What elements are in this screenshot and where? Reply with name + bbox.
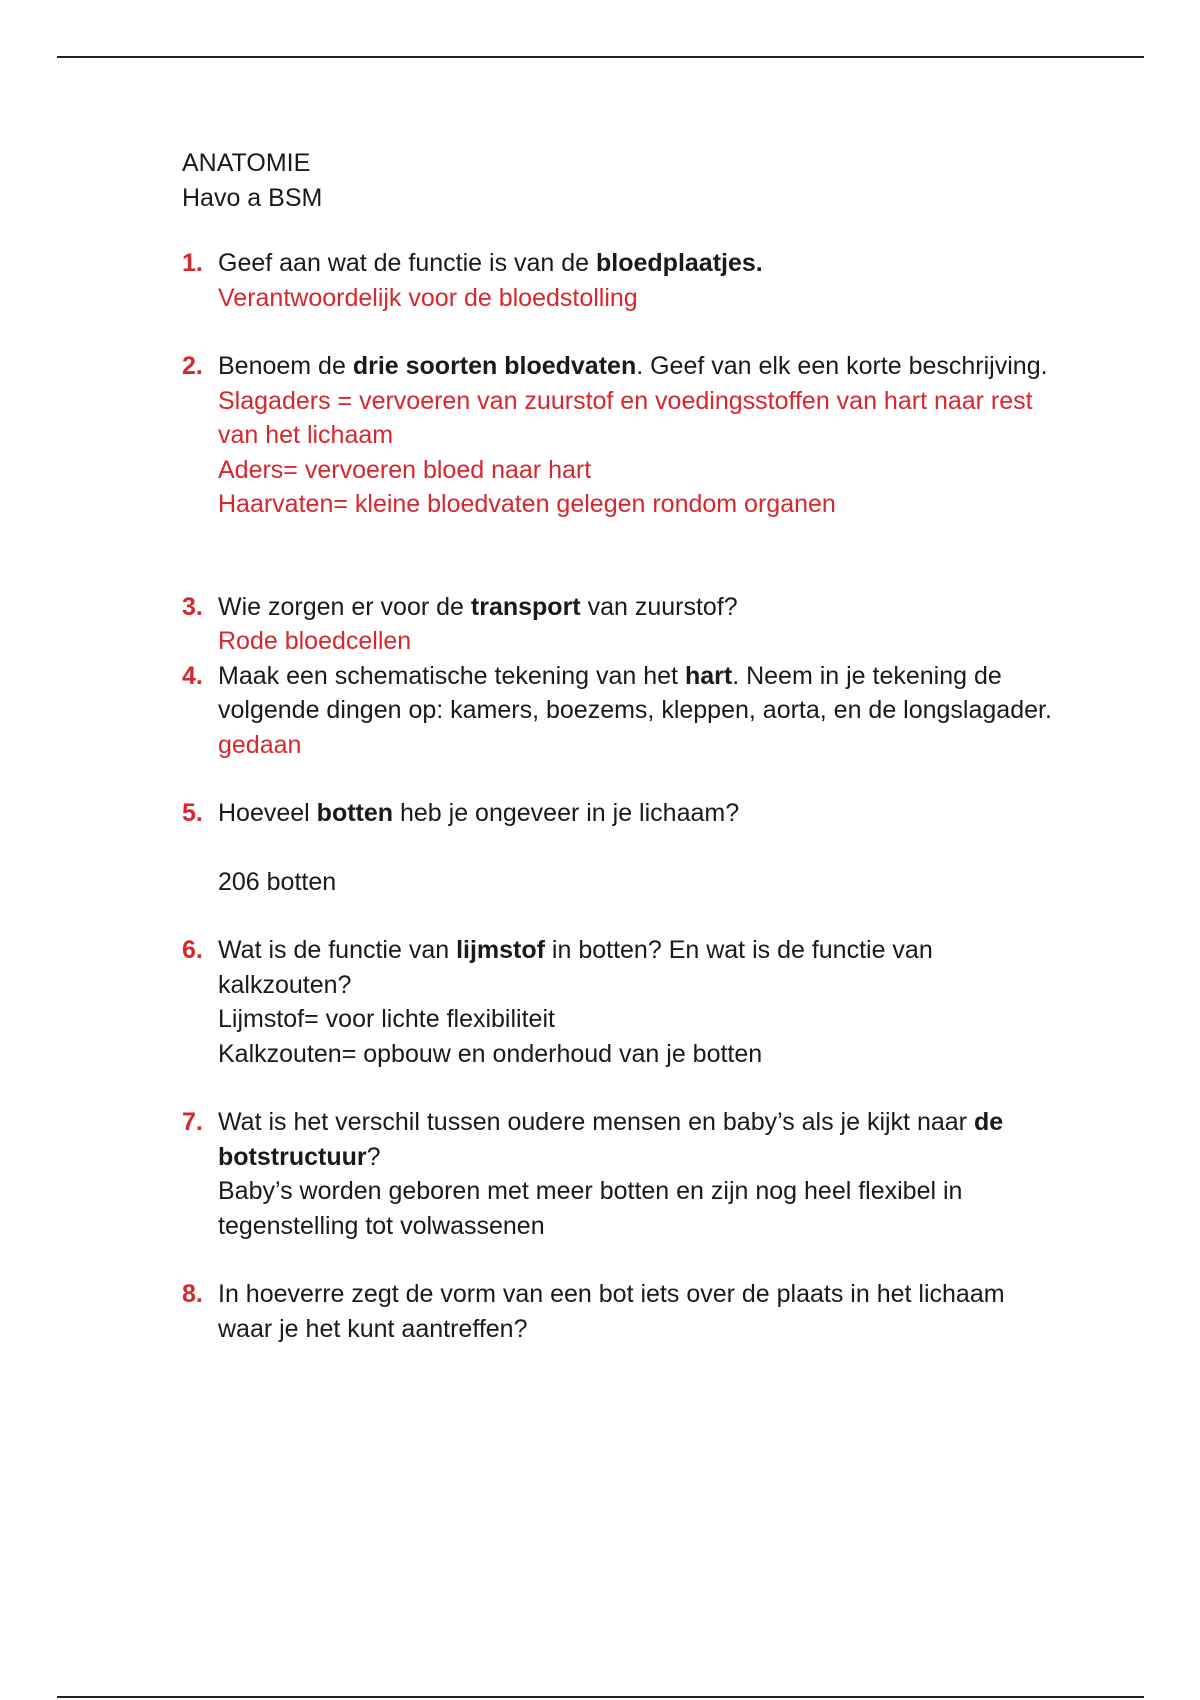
answer-line: Slagaders = vervoeren van zuurstof en voedingsstoffen van hart naar rest van het lichaam — [218, 386, 1033, 449]
answer-line: Verantwoordelijk voor de bloedstolling — [218, 283, 638, 312]
bottom-rule — [57, 1696, 1144, 1698]
question-1 — [182, 246, 1062, 281]
question-number: 1. — [182, 249, 203, 277]
doc-title: ANATOMIE — [182, 149, 311, 177]
question-keyword: bloedplaatjes. — [596, 249, 763, 277]
question-7 — [182, 1105, 1062, 1174]
question-text: Benoem de drie soorten bloedvaten. Geef van elk een korte beschrijving. — [218, 352, 1048, 380]
question-5 — [182, 796, 1062, 831]
answer-3 — [182, 624, 1062, 659]
question-text: Wat is de functie van lijmstof in botten? En wat is de functie van kalkzouten? — [218, 936, 933, 999]
inline-answer: gedaan — [218, 730, 302, 759]
question-number: 4. — [182, 661, 203, 690]
doc-header — [182, 146, 1062, 215]
question-text: Hoeveel botten heb je ongeveer in je lichaam? — [218, 799, 740, 827]
question-4 — [182, 659, 1062, 763]
question-keyword: lijmstof — [456, 936, 545, 964]
answer-line: Aders= vervoeren bloed naar hart — [218, 455, 592, 484]
question-number: 3. — [182, 592, 203, 621]
question-number: 5. — [182, 799, 203, 827]
question-keyword: transport — [470, 592, 581, 621]
answer-5 — [182, 865, 1062, 900]
question-text: Geef aan wat de functie is van de bloedplaatjes. — [218, 249, 763, 277]
question-number: 2. — [182, 352, 203, 380]
question-text: Maak een schematische tekening van het hart. Neem in je tekening de volgende dingen op: kamers, boezems, kleppen, aorta, en de longslagader. gedaan — [218, 661, 1052, 759]
answer-line: Baby’s worden geboren met meer botten en zijn nog heel flexibel in tegenstelling tot volwassenen — [218, 1177, 963, 1240]
question-text: Wie zorgen er voor de transport van zuurstof? — [218, 592, 738, 621]
answer-line: Kalkzouten= opbouw en onderhoud van je botten — [218, 1039, 763, 1068]
top-rule — [57, 56, 1144, 58]
answer-6 — [182, 1002, 1062, 1071]
question-text: In hoeverre zegt de vorm van een bot iets over de plaats in het lichaam waar je het kunt aantreffen? — [218, 1280, 1005, 1343]
question-keyword: de botstructuur — [218, 1108, 1004, 1171]
answer-line: Lijmstof= voor lichte flexibiliteit — [218, 1005, 555, 1033]
answer-7 — [182, 1174, 1062, 1243]
question-2 — [182, 349, 1062, 384]
question-keyword: drie soorten bloedvaten — [352, 352, 637, 380]
question-number: 6. — [182, 936, 203, 964]
answer-line: 206 botten — [218, 867, 337, 896]
question-number: 7. — [182, 1108, 203, 1136]
document-body — [182, 146, 1062, 1346]
answer-2 — [182, 384, 1062, 522]
question-number: 8. — [182, 1280, 203, 1308]
question-text: Wat is het verschil tussen oudere mensen en baby’s als je kijkt naar de botstructuur? — [218, 1108, 1004, 1171]
question-keyword: botten — [316, 799, 394, 827]
answer-line: Haarvaten= kleine bloedvaten gelegen rondom organen — [218, 490, 836, 518]
answer-line: Rode bloedcellen — [218, 627, 412, 655]
answer-1 — [182, 281, 1062, 316]
question-keyword: hart — [684, 661, 733, 690]
doc-subtitle: Havo a BSM — [182, 183, 323, 212]
question-6 — [182, 933, 1062, 1002]
question-3 — [182, 590, 1062, 625]
question-8 — [182, 1277, 1062, 1346]
